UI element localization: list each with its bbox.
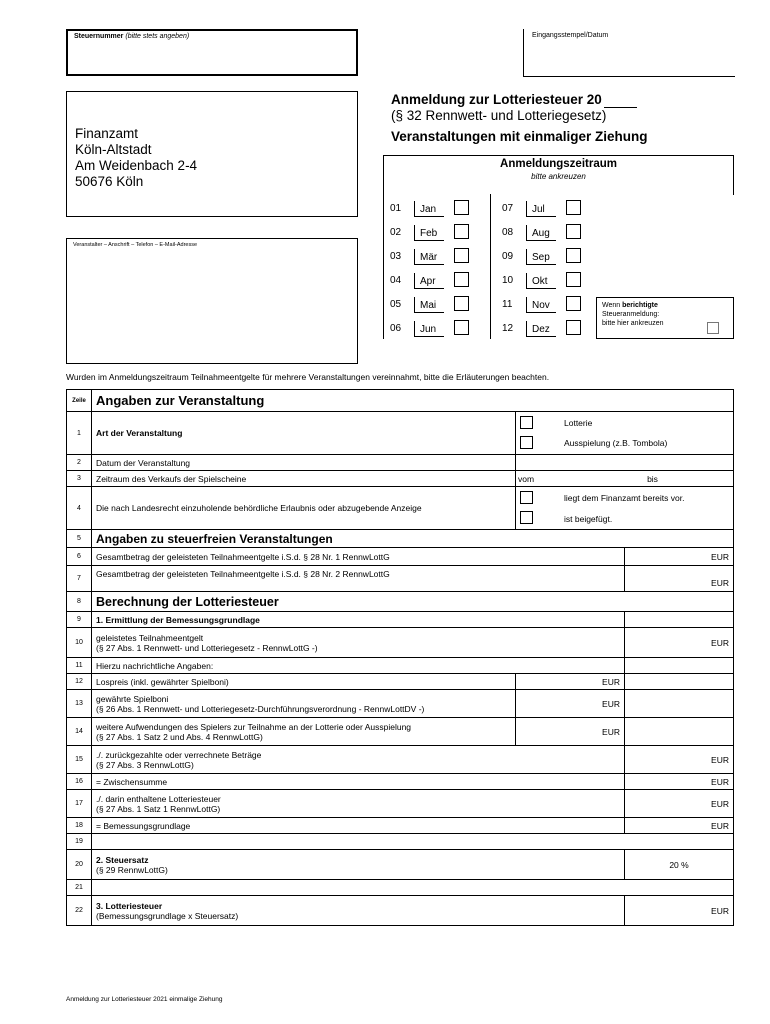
empty-row: [92, 880, 734, 896]
steuersatz-value: 20 %: [625, 850, 734, 880]
form-title: Anmeldung zur Lotteriesteuer 20: [391, 92, 637, 108]
row-number: 13: [67, 690, 92, 718]
month-checkbox[interactable]: [566, 272, 581, 287]
row-number: 21: [67, 880, 92, 896]
hinweis-text: Wurden im Anmeldungszeitraum Teilnahmeentgelte für mehrere Veranstaltungen vereinnahmt, bitte die Erläuterungen beachten.: [66, 372, 550, 382]
zeitraum-subtitle: bitte ankreuzen: [531, 172, 586, 181]
empty-cell: [625, 658, 734, 674]
empty-cell: [625, 674, 734, 690]
form-subtitle: (§ 32 Rennwett- und Lotteriegesetz): [391, 108, 607, 123]
finanzamt-line: Finanzamt: [75, 126, 139, 141]
berichtigt-checkbox[interactable]: [707, 322, 719, 334]
month-name: Apr: [414, 273, 444, 289]
row-number: 14: [67, 718, 92, 746]
row-number: 9: [67, 612, 92, 628]
amount-field[interactable]: EUR: [625, 790, 734, 818]
row-number: 20: [67, 850, 92, 880]
month-name: Aug: [526, 225, 556, 241]
year-field[interactable]: [604, 92, 637, 108]
erlaubnis-vorliegend-checkbox[interactable]: [520, 491, 533, 504]
empty-cell: [625, 718, 734, 746]
month-name: Okt: [526, 273, 556, 289]
row-number: 2: [67, 455, 92, 471]
amount-field[interactable]: EUR: [625, 818, 734, 834]
row-label: 1. Ermittlung der Bemessungsgrundlage: [92, 612, 625, 628]
section-heading: Angaben zu steuerfreien Veranstaltungen: [92, 530, 734, 548]
form-title-2: Veranstaltungen mit einmaliger Ziehung: [391, 129, 648, 144]
month-checkbox[interactable]: [566, 296, 581, 311]
option-label: liegt dem Finanzamt bereits vor.: [564, 493, 685, 503]
month-number: 02: [390, 227, 402, 238]
month-checkbox[interactable]: [454, 200, 469, 215]
row-label: 2. Steuersatz (§ 29 RennwLottG): [92, 850, 625, 880]
month-number: 08: [502, 227, 514, 238]
month-name: Dez: [526, 321, 556, 337]
row-number: 5: [67, 530, 92, 548]
month-checkbox[interactable]: [454, 224, 469, 239]
zeitraum-title: Anmeldungszeitraum: [500, 158, 617, 170]
form-table: [66, 389, 734, 926]
month-checkbox[interactable]: [566, 224, 581, 239]
section-heading: Angaben zur Veranstaltung: [92, 390, 734, 412]
finanzamt-line: Am Weidenbach 2-4: [75, 158, 198, 173]
option-label: Lotterie: [564, 418, 593, 428]
month-number: 03: [390, 251, 402, 262]
month-name: Mai: [414, 297, 444, 313]
amount-field[interactable]: EUR: [516, 718, 625, 746]
row-label: = Zwischensumme: [92, 774, 625, 790]
row-label: Die nach Landesrecht einzuholende behördliche Erlaubnis oder abzugebende Anzeige: [92, 487, 516, 530]
month-name: Jan: [414, 201, 444, 217]
row-number: 22: [67, 896, 92, 926]
month-name: Mär: [414, 249, 444, 265]
row-label: gewährte Spielboni (§ 26 Abs. 1 Rennwett- und Lotteriegesetz-Durchführungsverordnung - RennwLottDV -): [92, 690, 516, 718]
row-number: 12: [67, 674, 92, 690]
amount-field[interactable]: EUR: [625, 548, 734, 566]
month-number: 07: [502, 203, 514, 214]
datum-field[interactable]: [516, 455, 734, 471]
month-number: 06: [390, 323, 402, 334]
eingangsstempel-area: [523, 29, 735, 77]
row-label: Lospreis (inkl. gewährter Spielboni): [92, 674, 516, 690]
row-number: 7: [67, 566, 92, 592]
row-label: = Bemessungsgrundlage: [92, 818, 625, 834]
month-name: Feb: [414, 225, 444, 241]
row-number: 15: [67, 746, 92, 774]
footer-text: Anmeldung zur Lotteriesteuer 2021 einmalige Ziehung: [66, 996, 223, 1003]
row-label: Art der Veranstaltung: [92, 412, 516, 455]
row-label: Hierzu nachrichtliche Angaben:: [92, 658, 625, 674]
anmeldungszeitraum-box: [383, 155, 734, 195]
row-label: geleistetes Teilnahmeentgelt (§ 27 Abs. 1 Rennwett- und Lotteriegesetz - RennwLottG -): [92, 628, 625, 658]
bis-label: bis: [647, 473, 658, 484]
row-number: 4: [67, 487, 92, 530]
row-label: Gesamtbetrag der geleisteten Teilnahmeentgelte i.S.d. § 28 Nr. 1 RennwLottG: [92, 548, 625, 566]
amount-field[interactable]: EUR: [625, 628, 734, 658]
steuernummer-field[interactable]: [66, 29, 358, 76]
month-checkbox[interactable]: [566, 200, 581, 215]
month-name: Sep: [526, 249, 556, 265]
month-number: 04: [390, 275, 402, 286]
row-number: 3: [67, 471, 92, 487]
month-number: 09: [502, 251, 514, 262]
empty-cell: [625, 612, 734, 628]
month-checkbox[interactable]: [566, 248, 581, 263]
vom-label: vom: [518, 473, 535, 484]
month-number: 01: [390, 203, 402, 214]
veranstalter-field[interactable]: [66, 238, 358, 364]
amount-field[interactable]: EUR: [625, 774, 734, 790]
row-number: 18: [67, 818, 92, 834]
finanzamt-address: [66, 91, 358, 217]
row-label: ./. darin enthaltene Lotteriesteuer (§ 27 Abs. 1 Satz 1 RennwLottG): [92, 790, 625, 818]
finanzamt-line: Köln-Altstadt: [75, 142, 152, 157]
row-label: Zeitraum des Verkaufs der Spielscheine: [92, 471, 516, 487]
month-checkbox[interactable]: [454, 320, 469, 335]
row-number: 6: [67, 548, 92, 566]
amount-field[interactable]: EUR: [625, 566, 734, 592]
row-label: Gesamtbetrag der geleisteten Teilnahmeentgelte i.S.d. § 28 Nr. 2 RennwLottG: [92, 566, 625, 592]
option-label: ist beigefügt.: [564, 514, 613, 524]
row-label: Datum der Veranstaltung: [92, 455, 516, 471]
amount-field[interactable]: EUR: [516, 690, 625, 718]
empty-cell: [625, 690, 734, 718]
month-number: 10: [502, 275, 514, 286]
month-checkbox[interactable]: [454, 272, 469, 287]
zeile-header: Zeile: [67, 390, 92, 412]
row-label: ./. zurückgezahlte oder verrechnete Beträge (§ 27 Abs. 3 RennwLottG): [92, 746, 625, 774]
month-checkbox[interactable]: [566, 320, 581, 335]
amount-field[interactable]: EUR: [625, 746, 734, 774]
amount-field[interactable]: EUR: [625, 896, 734, 926]
steuernummer-label: Steuernummer (bitte stets angeben): [74, 33, 190, 40]
row-number: 17: [67, 790, 92, 818]
amount-field[interactable]: EUR: [516, 674, 625, 690]
veranstalter-label: Veranstalter – Anschrift – Telefon – E-Mail-Adresse: [73, 242, 198, 248]
verkaufszeitraum-field[interactable]: [516, 471, 734, 487]
option-label: Ausspielung (z.B. Tombola): [564, 438, 668, 448]
row-number: 10: [67, 628, 92, 658]
eingangsstempel-label: Eingangsstempel/Datum: [532, 32, 609, 39]
month-name: Jul: [526, 201, 556, 217]
ausspielung-checkbox[interactable]: [520, 436, 533, 449]
month-checkbox[interactable]: [454, 296, 469, 311]
month-number: 12: [502, 323, 514, 334]
row-label: 3. Lotteriesteuer (Bemessungsgrundlage x Steuersatz): [92, 896, 625, 926]
row-number: 11: [67, 658, 92, 674]
month-checkbox[interactable]: [454, 248, 469, 263]
row-number: 16: [67, 774, 92, 790]
month-name: Jun: [414, 321, 444, 337]
row-number: 19: [67, 834, 92, 850]
section-heading: Berechnung der Lotteriesteuer: [92, 592, 734, 612]
erlaubnis-beigefuegt-checkbox[interactable]: [520, 511, 533, 524]
row-number: 8: [67, 592, 92, 612]
empty-row: [92, 834, 734, 850]
berichtigt-box: Wenn berichtigte Steueranmeldung: bitte hier ankreuzen: [596, 297, 734, 339]
row-number: 1: [67, 412, 92, 455]
finanzamt-line: 50676 Köln: [75, 174, 144, 189]
month-name: Nov: [526, 297, 556, 313]
lotterie-checkbox[interactable]: [520, 416, 533, 429]
row-label: weitere Aufwendungen des Spielers zur Teilnahme an der Lotterie oder Ausspielung (§ 27 Abs. 1 Satz 2 und Abs. 4 RennwLottG): [92, 718, 516, 746]
month-number: 11: [502, 299, 513, 310]
month-number: 05: [390, 299, 402, 310]
